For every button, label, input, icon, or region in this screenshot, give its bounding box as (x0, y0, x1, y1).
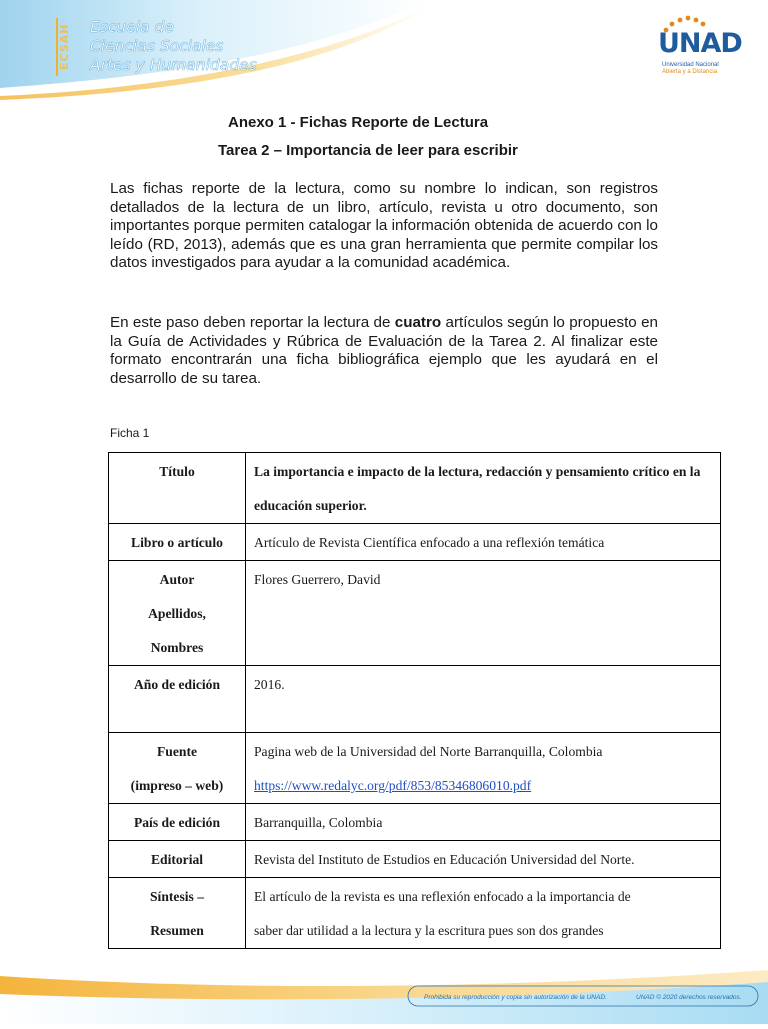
header-band (0, 0, 768, 100)
row-value-pais: Barranquilla, Colombia (246, 804, 721, 841)
footer-right-text: UNAD © 2020 derechos reservados. (636, 994, 742, 1001)
instructions-emphasis: cuatro (394, 314, 442, 331)
fuente-link[interactable]: https://www.redalyc.org/pdf/853/85346806010.pdf (254, 778, 532, 793)
unad-subtitle-line-2: Abierta y a Distancia (662, 69, 718, 75)
fuente-label-2: (impreso – web) (130, 778, 224, 793)
table-row (109, 804, 721, 841)
row-value-libro: Artículo de Revista Científica enfocado a una reflexión temática (246, 524, 721, 561)
row-value-sintesis (246, 878, 721, 949)
table-row (109, 878, 721, 949)
school-name-line-3: Artes y Humanidades (90, 56, 257, 74)
document-title: Anexo 1 - Fichas Reporte de Lectura (228, 114, 489, 131)
row-value-autor: Flores Guerrero, David (246, 561, 721, 666)
sintesis-line-1: El artículo de la revista es una reflexión enfocado a la importancia de (254, 889, 631, 904)
table-row (109, 666, 721, 733)
fuente-label-1: Fuente (156, 744, 198, 759)
document-subtitle: Tarea 2 – Importancia de leer para escribir (218, 142, 518, 159)
school-name-line-2: Ciencias Sociales (90, 37, 224, 55)
row-label-sintesis (109, 878, 246, 949)
row-label-libro: Libro o artículo (109, 524, 246, 561)
unad-subtitle (662, 62, 719, 76)
unad-subtitle-line-1: Universidad Nacional (662, 62, 719, 68)
instructions-paragraph (110, 314, 658, 388)
sintesis-label-2: Resumen (150, 923, 204, 938)
row-label-autor (109, 561, 246, 666)
row-label-pais: País de edición (109, 804, 246, 841)
instructions-text-b: artículos según lo propuesto en la Guía de Actividades y Rúbrica de Evaluación de la Tarea 2. Al finalizar este formato encontrarán una ficha bibliográfica ejemplo que les ayudará en el desarrollo de su tarea. (110, 314, 659, 387)
autor-label-2: Apellidos, (148, 606, 206, 621)
unad-wordmark: UNAD (658, 28, 742, 59)
fuente-text: Pagina web de la Universidad del Norte Barranquilla, Colombia (254, 744, 603, 759)
sintesis-line-2: saber dar utilidad a la lectura y la escritura pues son dos grandes (254, 923, 604, 938)
row-label-editorial: Editorial (109, 841, 246, 878)
table-row (109, 453, 721, 524)
instructions-text-a: En este paso deben reportar la lectura de (110, 314, 395, 331)
footer-left-text: Prohibida su reproducción y copia sin autorización de la UNAD. (424, 994, 607, 1001)
row-value-titulo: La importancia e impacto de la lectura, redacción y pensamiento crítico en la educación superior. (246, 453, 721, 524)
school-name-line-1: Escuela de (90, 18, 174, 36)
unad-logo (656, 14, 746, 80)
autor-label-3: Nombres (150, 640, 204, 655)
ficha-label: Ficha 1 (110, 426, 150, 440)
row-value-editorial: Revista del Instituto de Estudios en Educación Universidad del Norte. (246, 841, 721, 878)
intro-paragraph: Las fichas reporte de la lectura, como su nombre lo indican, son registros detallados de la lectura de un libro, artículo, revista u otro documento, son importantes porque permiten catalogar la información obtenida de acuerdo con lo leído (RD, 2013), además que es una gran herramienta que permite compilar los datos investigados para ayudar a la comunidad académica. (110, 180, 658, 272)
row-label-anio: Año de edición (109, 666, 246, 733)
row-label-fuente (109, 733, 246, 804)
table-row (109, 561, 721, 666)
ecsah-mark: ECSAH (56, 18, 84, 76)
row-label-titulo: Título (109, 453, 246, 524)
row-value-fuente (246, 733, 721, 804)
table-row (109, 841, 721, 878)
table-row (109, 733, 721, 804)
autor-label-1: Autor (159, 572, 195, 587)
reading-report-table (108, 452, 721, 949)
school-logo (56, 16, 266, 78)
row-value-anio: 2016. (246, 666, 721, 733)
sintesis-label-1: Síntesis – (149, 889, 204, 904)
table-row (109, 524, 721, 561)
